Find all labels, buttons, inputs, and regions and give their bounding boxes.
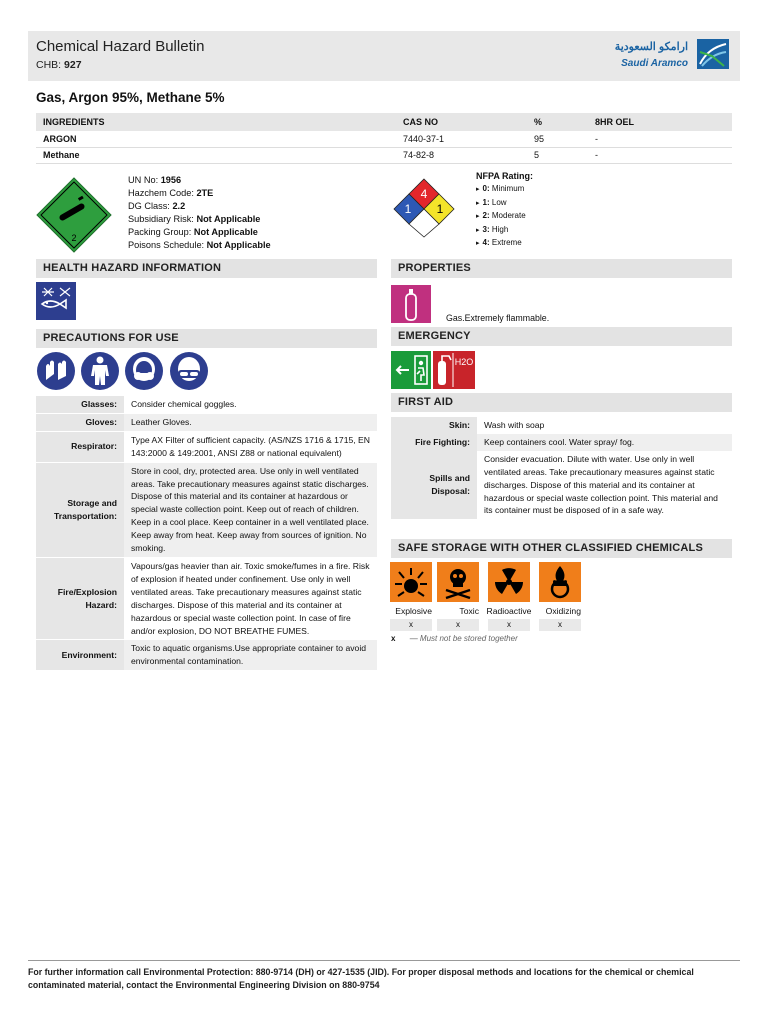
poisons-label: Poisons Schedule: [128,240,205,250]
precaution-label: Environment: [36,640,124,671]
nfpa-level [476,238,533,252]
un-number [128,174,271,187]
subsidiary-value: Not Applicable [196,214,261,224]
nfpa-level-num: 0: [482,184,490,193]
table-row [36,147,732,163]
storage-legend [391,634,518,643]
environment-hazard-icon [36,282,76,320]
storage-item-explosive [390,562,432,631]
first-aid-value: Consider evacuation. Dilute with water. Use only in well ventilated areas. Take precautionary measures against static discharges. Dispose of this material and its container at hazardous or special waste collection point. This material and its container must be disposed of in a safe way. [484,453,718,516]
precaution-label: Fire/Explosion Hazard: [36,557,124,639]
ingredients-table [36,113,732,164]
table-row [36,640,377,671]
nfpa-level-text: Moderate [491,211,526,220]
hazchem-code [128,187,271,200]
properties-header: PROPERTIES [391,259,732,278]
table-row [391,434,732,451]
dg-class-2-diamond-icon [36,177,112,253]
ingredient-cas: 74-82-8 [396,147,527,163]
radioactive-icon [488,562,530,602]
hazchem-label: Hazchem Code: [128,188,194,198]
precaution-value: Leather Gloves. [124,413,377,431]
nfpa-level-text: High [491,224,509,234]
table-row [36,557,377,639]
chb-label: CHB: [36,59,62,71]
storage-label: Oxidizing [545,606,581,616]
footer-contact-text: For further information call Environmental Protection: 880-9714 (DH) or 427-1535 (JID). For proper disposal methods and locations for the chemical or chemical contaminated material, contact the Environmental Engineering Division on 880-9754 [28,967,694,990]
storage-item-toxic [437,562,479,631]
ingredients-header-row [36,113,732,131]
nfpa-level-num: 1: [482,197,490,207]
storage-label: Explosive [395,606,432,616]
first-aid-header: FIRST AID [391,393,732,412]
nfpa-level [476,211,533,225]
subsidiary-label: Subsidiary Risk: [128,214,194,224]
nfpa-level-num: 4: [482,238,490,247]
ingredient-name: ARGON [36,131,396,147]
oxidizing-icon [539,562,581,602]
explosive-icon [390,562,432,602]
emergency-exit-icon [391,351,431,389]
ingredient-name: Methane [36,147,396,163]
hazchem-value: 2TE [196,188,214,198]
storage-item-radioactive [488,562,530,631]
ingredient-oel: - [588,147,732,163]
un-value: 1956 [160,175,182,185]
precaution-label: Gloves: [36,413,124,431]
poisons-schedule [128,239,271,252]
col-ingredients: INGREDIENTS [36,113,396,131]
table-row [391,451,732,520]
chb-number [36,59,82,71]
first-aid-table [391,417,732,519]
packing-value: Not Applicable [193,227,258,237]
nfpa-health: 1 [404,202,412,216]
ingredient-percent: 5 [527,147,588,163]
storage-mark: x [437,619,479,631]
dg-value: 2.2 [172,201,186,211]
nfpa-diamond-icon [390,178,458,238]
subsidiary-risk [128,213,271,226]
nfpa-level [476,225,533,239]
first-aid-value: Keep containers cool. Water spray/ fog. [477,434,732,451]
storage-legend-mark: x [391,634,396,643]
storage-mark: x [390,619,432,631]
storage-legend-text: — Must not be stored together [409,634,518,643]
ingredient-percent: 95 [527,131,588,147]
bulletin-title: Chemical Hazard Bulletin [36,38,205,55]
precautions-table [36,396,377,671]
packing-group [128,226,271,239]
logo-arabic-text: ارامكو السعودية [614,41,688,53]
table-row [36,396,377,413]
ingredient-cas: 7440-37-1 [396,131,527,147]
nfpa-level-num: 2: [482,211,490,220]
storage-mark: x [539,619,581,631]
storage-label: Toxic [459,606,479,616]
health-hazard-header: HEALTH HAZARD INFORMATION [36,259,377,278]
bulletin-header [28,31,740,81]
table-row [36,462,377,557]
nfpa-flammability: 4 [420,187,428,201]
un-label: UN No: [128,175,159,185]
table-row [391,417,732,434]
first-aid-label: Spills and Disposal: [391,451,477,520]
dg-label: DG Class: [128,201,170,211]
nfpa-level [476,184,533,198]
precautions-header: PRECAUTIONS FOR USE [36,329,377,348]
classification-details [128,174,271,252]
dg-class-number: 2 [71,233,77,243]
goggles-icon [168,352,210,390]
storage-label: Radioactive [486,606,532,616]
precaution-value: Type AX Filter of sufficient capacity. (AS/NZS 1716 & 1715, EN 143:2000 & 149:2001, ANSI Z88 or national equivalent) [124,431,377,462]
table-row [36,431,377,462]
packing-label: Packing Group: [128,227,192,237]
emergency-header: EMERGENCY [391,327,732,346]
first-aid-label: Skin: [391,417,477,434]
nfpa-rating-legend [476,171,533,252]
nfpa-level-text: Low [491,197,507,207]
dg-class [128,200,271,213]
nfpa-reactivity: 1 [436,202,444,216]
first-aid-label: Fire Fighting: [391,434,477,451]
ingredient-oel: - [588,131,732,147]
precaution-label: Respirator: [36,431,124,462]
nfpa-level-text: Minimum [491,184,525,193]
respirator-icon [124,352,164,390]
precaution-label: Glasses: [36,396,124,413]
precaution-value: Vapours/gas heavier than air. Toxic smoke/fumes in a fire. Risk of explosion if heated under confinement. Use only in well ventilated areas. Take precautionary measures against static discharges. Dispose of this material and its container at hazardous or special waste collection point. In case of fire and/or explosion, DO NOT BREATHE FUMES. [124,557,377,639]
properties-text: Gas.Extremely flammable. [446,313,550,323]
nfpa-level-num: 3: [482,224,490,234]
logo-latin-text: Saudi Aramco [621,58,688,69]
table-row [36,131,732,147]
nfpa-level [476,198,533,212]
aramco-emblem-icon [696,38,730,70]
fire-extinguisher-water-icon [433,351,475,389]
poisons-value: Not Applicable [206,240,271,250]
nfpa-level-text: Extreme [491,238,522,247]
water-label: H2O [454,357,474,367]
precaution-label: Storage and Transportation: [36,462,124,557]
col-cas: CAS NO [396,113,527,131]
col-percent: % [527,113,588,131]
precaution-value: Store in cool, dry, protected area. Use only in well ventilated areas. Take precautionary measures against static discharges. Dispose of this material and its container at hazardous or special waste collection point. Keep out of reach of children. Keep in a cool place. Keep container in a well ventilated place. Keep away from heat. Keep away from sources of ignition. No smoking. [124,462,377,557]
flammable-gas-cylinder-icon [391,285,431,323]
table-row [36,413,377,431]
saudi-aramco-logo [606,36,734,76]
skull-icon [437,562,479,602]
first-aid-value: Wash with soap [484,420,545,430]
footer-divider [28,960,740,961]
gloves-icon [36,352,76,390]
storage-item-oxidizing [539,562,581,631]
precaution-value: Toxic to aquatic organisms.Use appropriate container to avoid environmental contamination. [124,640,377,671]
safe-storage-header: SAFE STORAGE WITH OTHER CLASSIFIED CHEMICALS [391,539,732,558]
product-name: Gas, Argon 95%, Methane 5% [36,90,225,105]
chb-value: 927 [64,59,82,71]
protective-suit-icon [80,352,120,390]
nfpa-rating-title: NFPA Rating: [476,171,533,181]
storage-mark: x [488,619,530,631]
precaution-value: Consider chemical goggles. [124,396,377,413]
col-oel: 8HR OEL [588,113,732,131]
